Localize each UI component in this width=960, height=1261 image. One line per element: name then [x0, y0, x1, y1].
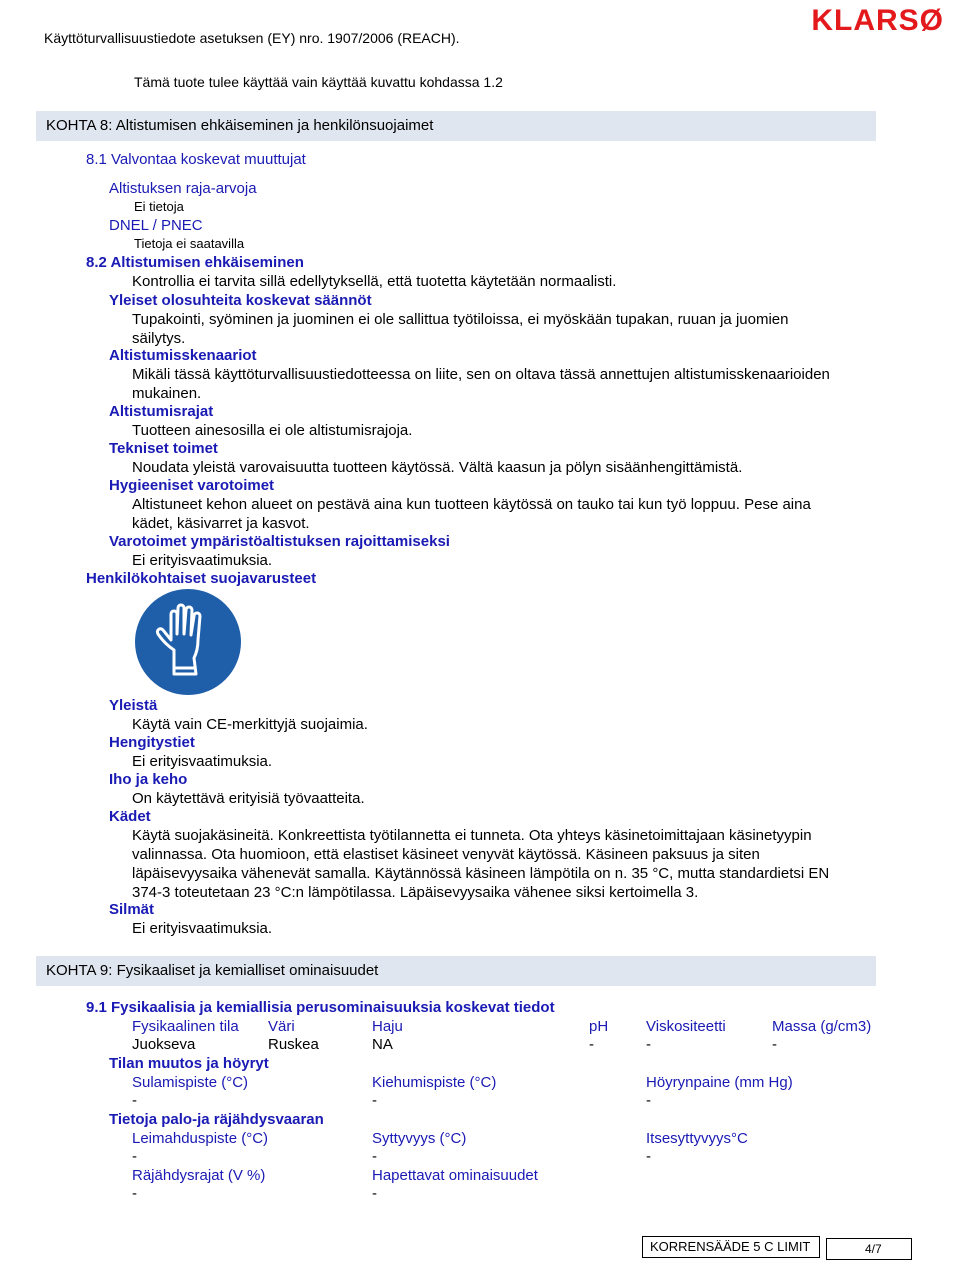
- exposure-scenarios-label: Altistumisskenaariot: [109, 347, 257, 364]
- environmental-controls-text: Ei erityisvaatimuksia.: [132, 552, 273, 569]
- explosion-header-oxidizing: Hapettavat ominaisuudet: [372, 1167, 538, 1184]
- subsection-8-2-title: 8.2 Altistumisen ehkäiseminen: [86, 254, 304, 271]
- general-rules-label: Yleiset olosuhteita koskevat säännöt: [109, 292, 372, 309]
- footer-page-number: 4/7: [865, 1242, 882, 1256]
- phase-header-melting: Sulamispiste (°C): [132, 1074, 249, 1091]
- eyes-label: Silmät: [109, 901, 155, 918]
- hygiene-measures-text-line2: kädet, käsivarret ja kasvot.: [132, 515, 310, 532]
- ppe-general-label: Yleistä: [109, 697, 158, 714]
- general-rules-text-line2: säilytys.: [132, 330, 186, 347]
- subsection-9-1-title: 9.1 Fysikaalisia ja kemiallisia perusominaisuuksia koskevat tiedot: [86, 999, 555, 1016]
- fire-header-autoignition: Itsesyttyvyys°C: [646, 1130, 748, 1147]
- exposure-limits-value: Ei tietoja: [134, 199, 184, 214]
- exposure-controls-text: Kontrollia ei tarvita sillä edellytyksellä, että tuotetta käytetään normaalisti.: [132, 273, 617, 290]
- respiratory-label: Hengitystiet: [109, 734, 195, 751]
- document-regulation-header: Käyttöturvallisuustiedote asetuksen (EY) nro. 1907/2006 (REACH).: [44, 30, 460, 46]
- fire-header-flashpoint: Leimahduspiste (°C): [132, 1130, 269, 1147]
- props-header-ph: pH: [589, 1018, 609, 1035]
- hands-text-line4: 374-3 toteutetaan 23 °C:n lämpötilassa. Läpäisevyysaika vähenee siksi kertoimella 3.: [132, 884, 699, 901]
- footer-page-box: [826, 1238, 912, 1260]
- footer-product-name: KORRENSÄÄDE 5 C LIMIT: [650, 1239, 811, 1254]
- hands-text-line3: läpäisevyysaika vähenevät samalla. Käytännössä käsineen lämpötila on n. 35 °C, mutta standardietsi EN: [132, 865, 830, 882]
- fire-header-flammability: Syttyvyys (°C): [372, 1130, 467, 1147]
- technical-measures-label: Tekniset toimet: [109, 440, 218, 457]
- gloves-icon: [134, 588, 242, 696]
- respiratory-text: Ei erityisvaatimuksia.: [132, 753, 273, 770]
- section-9-heading: [36, 956, 876, 986]
- dnel-pnec-value: Tietoja ei saatavilla: [134, 236, 245, 251]
- hands-text-line1: Käytä suojakäsineitä. Konkreettista työtilannetta ei tunneta. Ota yhteys käsinetoimittajaan käsinetyypin: [132, 827, 812, 844]
- explosion-value-oxidizing: -: [372, 1185, 377, 1202]
- props-header-density: Massa (g/cm3): [772, 1018, 872, 1035]
- section-8-title: KOHTA 8: Altistumisen ehkäiseminen ja henkilönsuojaimet: [46, 117, 434, 134]
- props-value-color: Ruskea: [268, 1036, 319, 1053]
- usage-note: Tämä tuote tulee käyttää vain käyttää kuvattu kohdassa 1.2: [134, 74, 503, 90]
- ppe-general-text: Käytä vain CE-merkittyjä suojaimia.: [132, 716, 368, 733]
- props-header-color: Väri: [268, 1018, 295, 1035]
- explosion-value-limits: -: [132, 1185, 137, 1202]
- eyes-text: Ei erityisvaatimuksia.: [132, 920, 273, 937]
- exposure-limits2-text: Tuotteen ainesosilla ei ole altistumisrajoja.: [132, 422, 413, 439]
- hygiene-measures-label: Hygieeniset varotoimet: [109, 477, 275, 494]
- general-rules-text-line1: Tupakointi, syöminen ja juominen ei ole sallittua työtiloissa, ei myöskään tupakan, ruuan ja juomien: [132, 311, 789, 328]
- props-value-density: -: [772, 1036, 777, 1053]
- company-logo: KLARSØ: [811, 4, 944, 37]
- props-value-odor: NA: [372, 1036, 393, 1053]
- hygiene-measures-text-line1: Altistuneet kehon alueet on pestävä aina kun tuotteen käytössä on tauko tai kun työ loppuu. Pese aina: [132, 496, 811, 513]
- props-value-state: Juokseva: [132, 1036, 196, 1053]
- phase-value-vapor: -: [646, 1092, 651, 1109]
- skin-body-text: On käytettävä erityisiä työvaatteita.: [132, 790, 365, 807]
- subsection-8-1-title: 8.1 Valvontaa koskevat muuttujat: [86, 151, 306, 168]
- exposure-limits2-label: Altistumisrajat: [109, 403, 214, 420]
- phase-value-boiling: -: [372, 1092, 377, 1109]
- phase-header-boiling: Kiehumispiste (°C): [372, 1074, 497, 1091]
- fire-hazard-label: Tietoja palo-ja räjähdysvaaran: [109, 1111, 324, 1128]
- technical-measures-text: Noudata yleistä varovaisuutta tuotteen käytössä. Vältä kaasun ja pölyn sisäänhengittämistä.: [132, 459, 743, 476]
- props-header-viscosity: Viskositeetti: [646, 1018, 726, 1035]
- phase-header-vapor: Höyrynpaine (mm Hg): [646, 1074, 793, 1091]
- hands-text-line2: valinnassa. Ota huomioon, että elastiset käsineet venyvät käytössä. Käsineen paksuus ja siten: [132, 846, 760, 863]
- props-value-ph: -: [589, 1036, 594, 1053]
- fire-value-autoignition: -: [646, 1148, 651, 1165]
- fire-value-flashpoint: -: [132, 1148, 137, 1165]
- explosion-header-limits: Räjähdysrajat (V %): [132, 1167, 266, 1184]
- skin-body-label: Iho ja keho: [109, 771, 188, 788]
- dnel-pnec-label: DNEL / PNEC: [109, 217, 203, 234]
- section-9-title: KOHTA 9: Fysikaaliset ja kemialliset ominaisuudet: [46, 962, 379, 979]
- props-header-state: Fysikaalinen tila: [132, 1018, 239, 1035]
- props-header-odor: Haju: [372, 1018, 403, 1035]
- footer-product-box: [642, 1236, 820, 1258]
- exposure-scenarios-text-line2: mukainen.: [132, 385, 202, 402]
- props-value-viscosity: -: [646, 1036, 651, 1053]
- fire-value-flammability: -: [372, 1148, 377, 1165]
- environmental-controls-label: Varotoimet ympäristöaltistuksen rajoittamiseksi: [109, 533, 450, 550]
- phase-change-label: Tilan muutos ja höyryt: [109, 1055, 269, 1072]
- section-8-heading: [36, 111, 876, 141]
- exposure-limits-label: Altistuksen raja-arvoja: [109, 180, 257, 197]
- phase-value-melting: -: [132, 1092, 137, 1109]
- hands-label: Kädet: [109, 808, 151, 825]
- ppe-title: Henkilökohtaiset suojavarusteet: [86, 570, 317, 587]
- exposure-scenarios-text-line1: Mikäli tässä käyttöturvallisuustiedotteessa on liite, sen on oltava tässä annettujen altistumisskenaarioiden: [132, 366, 830, 383]
